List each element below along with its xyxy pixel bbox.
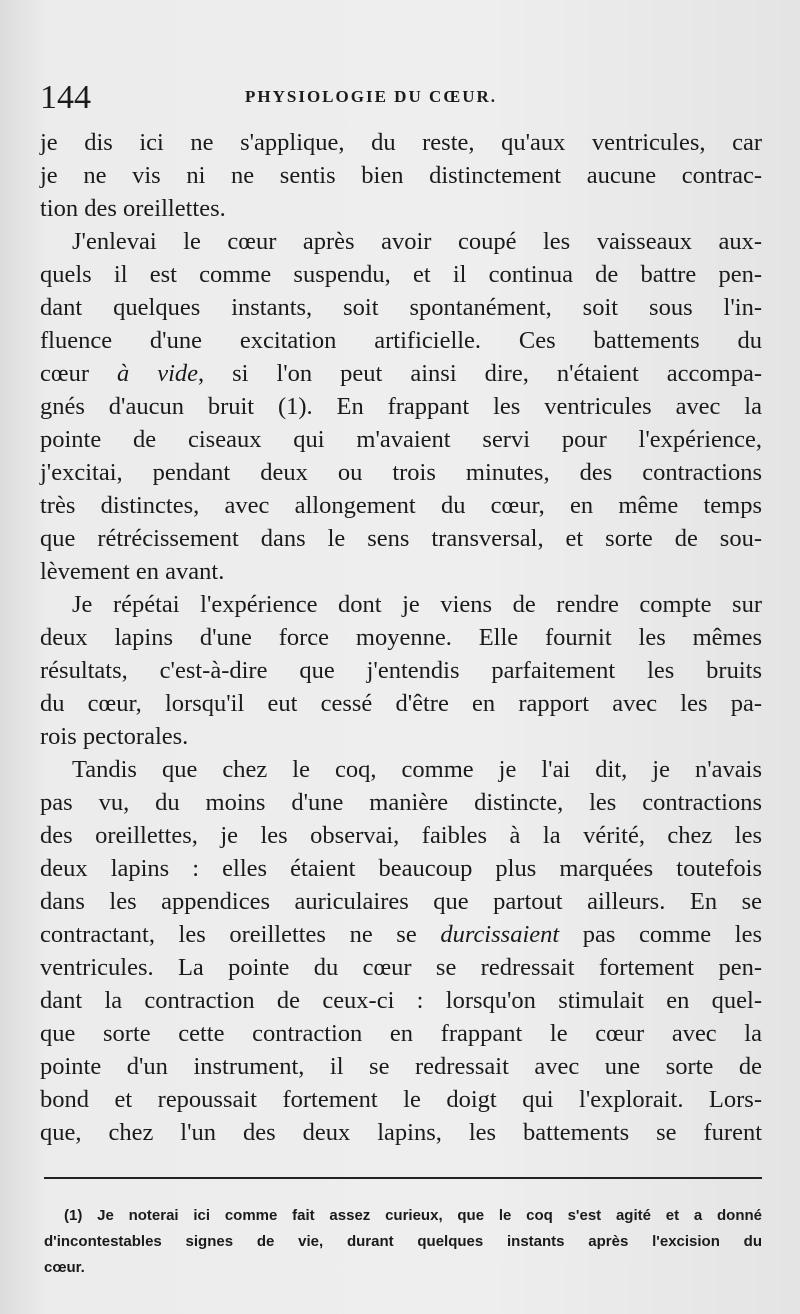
text-line: rois pectorales. — [40, 723, 189, 750]
text-line: que, chez l'un des deux lapins, les battements se furent — [40, 1119, 762, 1146]
footnote-line: cœur. — [44, 1259, 85, 1276]
italic-emphasis: à vide — [116, 360, 199, 387]
text-line: résultats, c'est-à-dire que j'entendis parfaitement les bruits — [40, 657, 762, 684]
italic-emphasis: durcissaient — [440, 921, 560, 948]
text-line: je dis ici ne s'applique, du reste, qu'aux ventricules, car — [40, 129, 762, 156]
text-line: ventricules. La pointe du cœur se redressait fortement pen- — [40, 954, 762, 981]
footnote-divider — [44, 1177, 762, 1179]
text-line: je ne vis ni ne sentis bien distinctement aucune contrac- — [40, 162, 762, 189]
footnote-line: d'incontestables signes de vie, durant quelques instants après l'excision du — [44, 1233, 762, 1250]
text-line: du cœur, lorsqu'il eut cessé d'être en rapport avec les pa- — [40, 690, 762, 717]
text-line: contractant, les oreillettes ne se durcissaient pas comme les — [40, 921, 762, 948]
text-line: quels il est comme suspendu, et il continua de battre pen- — [40, 261, 762, 288]
text-line: lèvement en avant. — [40, 558, 225, 585]
page-number: 144 — [40, 79, 91, 116]
text-line: Je répétai l'expérience dont je viens de rendre compte sur — [72, 591, 762, 618]
body-text — [40, 126, 762, 1149]
text-line: J'enlevai le cœur après avoir coupé les vaisseaux aux- — [72, 228, 762, 255]
text-line: des oreillettes, je les observai, faibles à la vérité, chez les — [40, 822, 762, 849]
text-line: Tandis que chez le coq, comme je l'ai dit, je n'avais — [72, 756, 762, 783]
text-line: que rétrécissement dans le sens transversal, et sorte de sou- — [40, 525, 762, 552]
text-line: j'excitai, pendant deux ou trois minutes, des contractions — [40, 459, 762, 486]
text-line: dant la contraction de ceux-ci : lorsqu'on stimulait en quel- — [40, 987, 762, 1014]
running-title: PHYSIOLOGIE DU CŒUR. — [245, 87, 498, 106]
text-line: pas vu, du moins d'une manière distincte, les contractions — [40, 789, 762, 816]
text-line: pointe de ciseaux qui m'avaient servi pour l'expérience, — [40, 426, 762, 453]
text-line: très distinctes, avec allongement du cœur, en même temps — [40, 492, 762, 519]
text-line: que sorte cette contraction en frappant le cœur avec la — [40, 1020, 762, 1047]
text-line: dant quelques instants, soit spontanément, soit sous l'in- — [40, 294, 762, 321]
text-line: dans les appendices auriculaires que partout ailleurs. En se — [40, 888, 762, 915]
text-line: fluence d'une excitation artificielle. Ces battements du — [40, 327, 762, 354]
footnote-line: (1) Je noterai ici comme fait assez curieux, que le coq s'est agité et a donné — [64, 1207, 762, 1224]
text-line: bond et repoussait fortement le doigt qui l'explorait. Lors- — [40, 1086, 762, 1113]
text-line: pointe d'un instrument, il se redressait avec une sorte de — [40, 1053, 762, 1080]
footnote — [44, 1203, 762, 1281]
text-line: tion des oreillettes. — [40, 195, 226, 222]
page-header — [40, 78, 760, 118]
text-line: gnés d'aucun bruit (1). En frappant les ventricules avec la — [40, 393, 762, 420]
text-line: deux lapins d'une force moyenne. Elle fournit les mêmes — [40, 624, 762, 651]
text-line: cœur à vide, si l'on peut ainsi dire, n'étaient accompa- — [40, 360, 762, 387]
text-line: deux lapins : elles étaient beaucoup plus marquées toutefois — [40, 855, 762, 882]
